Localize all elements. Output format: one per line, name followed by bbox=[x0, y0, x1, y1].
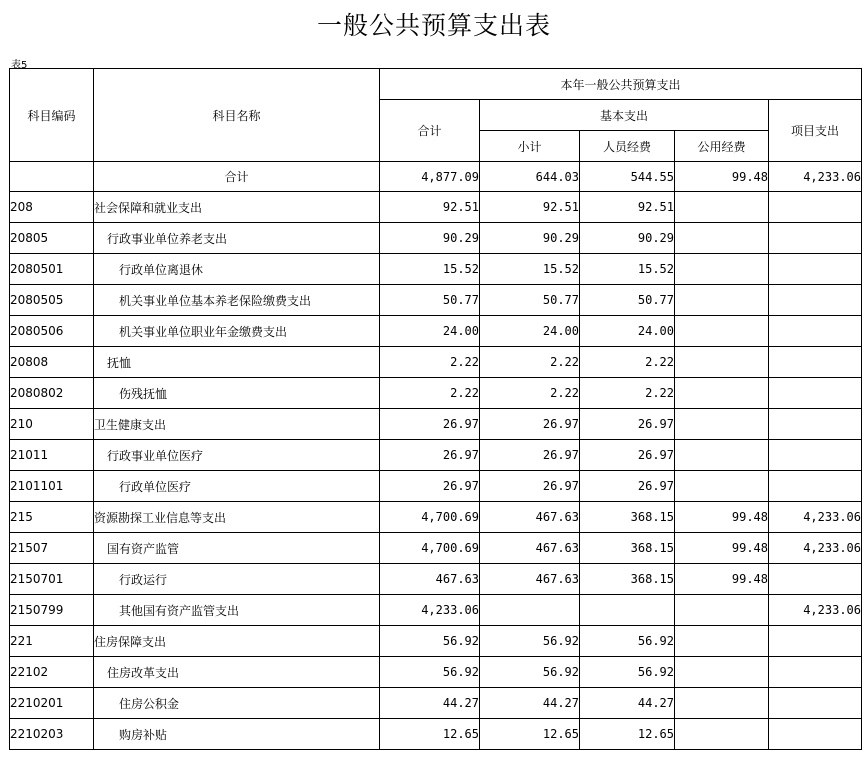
row-name: 社会保障和就业支出 bbox=[94, 192, 380, 223]
row-name: 国有资产监管 bbox=[94, 533, 380, 564]
row-subtotal bbox=[480, 595, 580, 626]
table-row bbox=[10, 440, 862, 471]
row-code: 2210201 bbox=[10, 688, 94, 719]
row-personnel: 26.97 bbox=[580, 471, 675, 502]
row-public bbox=[675, 347, 769, 378]
row-code: 221 bbox=[10, 626, 94, 657]
row-public bbox=[675, 316, 769, 347]
row-name: 资源勘探工业信息等支出 bbox=[94, 502, 380, 533]
row-project: 4,233.06 bbox=[769, 533, 862, 564]
table-number-note: 表5 bbox=[11, 60, 28, 71]
row-project bbox=[769, 409, 862, 440]
row-total: 50.77 bbox=[380, 285, 480, 316]
row-total: 24.00 bbox=[380, 316, 480, 347]
row-project bbox=[769, 378, 862, 409]
row-name: 卫生健康支出 bbox=[94, 409, 380, 440]
row-code: 2101101 bbox=[10, 471, 94, 502]
row-code: 2150701 bbox=[10, 564, 94, 595]
header-public: 公用经费 bbox=[675, 131, 769, 162]
row-code: 208 bbox=[10, 192, 94, 223]
row-public bbox=[675, 595, 769, 626]
row-personnel: 26.97 bbox=[580, 409, 675, 440]
header-personnel: 人员经费 bbox=[580, 131, 675, 162]
row-total: 56.92 bbox=[380, 657, 480, 688]
row-code: 20808 bbox=[10, 347, 94, 378]
row-code: 210 bbox=[10, 409, 94, 440]
table-row bbox=[10, 471, 862, 502]
row-public bbox=[675, 719, 769, 750]
row-code: 2080506 bbox=[10, 316, 94, 347]
row-subtotal: 56.92 bbox=[480, 626, 580, 657]
table-row bbox=[10, 657, 862, 688]
table-row bbox=[10, 595, 862, 626]
row-name: 机关事业单位基本养老保险缴费支出 bbox=[94, 285, 380, 316]
row-personnel: 2.22 bbox=[580, 378, 675, 409]
row-code: 21507 bbox=[10, 533, 94, 564]
table-row bbox=[10, 688, 862, 719]
table-row bbox=[10, 626, 862, 657]
row-project bbox=[769, 440, 862, 471]
row-personnel: 56.92 bbox=[580, 626, 675, 657]
header-project: 项目支出 bbox=[769, 100, 862, 162]
row-project bbox=[769, 719, 862, 750]
row-total: 4,700.69 bbox=[380, 502, 480, 533]
row-total: 467.63 bbox=[380, 564, 480, 595]
row-subtotal: 15.52 bbox=[480, 254, 580, 285]
row-subtotal: 90.29 bbox=[480, 223, 580, 254]
row-project: 4,233.06 bbox=[769, 502, 862, 533]
row-name: 住房保障支出 bbox=[94, 626, 380, 657]
row-code: 21011 bbox=[10, 440, 94, 471]
row-subtotal: 26.97 bbox=[480, 409, 580, 440]
row-subtotal: 26.97 bbox=[480, 471, 580, 502]
total-label: 合计 bbox=[94, 162, 380, 192]
row-name: 其他国有资产监管支出 bbox=[94, 595, 380, 626]
row-personnel: 26.97 bbox=[580, 440, 675, 471]
header-name: 科目名称 bbox=[94, 69, 380, 162]
row-total: 26.97 bbox=[380, 409, 480, 440]
row-project bbox=[769, 285, 862, 316]
table-row bbox=[10, 223, 862, 254]
row-personnel: 50.77 bbox=[580, 285, 675, 316]
row-total: 2.22 bbox=[380, 378, 480, 409]
total-public: 99.48 bbox=[675, 162, 769, 192]
row-project bbox=[769, 688, 862, 719]
row-total: 90.29 bbox=[380, 223, 480, 254]
row-project bbox=[769, 223, 862, 254]
row-total: 44.27 bbox=[380, 688, 480, 719]
row-project bbox=[769, 347, 862, 378]
row-personnel: 92.51 bbox=[580, 192, 675, 223]
row-personnel: 56.92 bbox=[580, 657, 675, 688]
row-project bbox=[769, 626, 862, 657]
row-subtotal: 467.63 bbox=[480, 533, 580, 564]
total-row bbox=[10, 162, 862, 192]
row-public bbox=[675, 657, 769, 688]
row-public bbox=[675, 688, 769, 719]
row-public bbox=[675, 285, 769, 316]
row-code: 20805 bbox=[10, 223, 94, 254]
row-personnel: 15.52 bbox=[580, 254, 675, 285]
row-name: 购房补贴 bbox=[94, 719, 380, 750]
row-code: 2210203 bbox=[10, 719, 94, 750]
row-code: 2080802 bbox=[10, 378, 94, 409]
row-subtotal: 2.22 bbox=[480, 347, 580, 378]
table-row bbox=[10, 533, 862, 564]
row-name: 机关事业单位职业年金缴费支出 bbox=[94, 316, 380, 347]
row-total: 4,700.69 bbox=[380, 533, 480, 564]
row-subtotal: 12.65 bbox=[480, 719, 580, 750]
row-subtotal: 467.63 bbox=[480, 564, 580, 595]
row-total: 26.97 bbox=[380, 471, 480, 502]
row-total: 15.52 bbox=[380, 254, 480, 285]
row-project bbox=[769, 316, 862, 347]
row-name: 抚恤 bbox=[94, 347, 380, 378]
row-public: 99.48 bbox=[675, 502, 769, 533]
row-personnel: 90.29 bbox=[580, 223, 675, 254]
table-row bbox=[10, 564, 862, 595]
table-row bbox=[10, 285, 862, 316]
row-code: 22102 bbox=[10, 657, 94, 688]
row-total: 56.92 bbox=[380, 626, 480, 657]
table-row bbox=[10, 378, 862, 409]
row-public bbox=[675, 471, 769, 502]
row-personnel: 368.15 bbox=[580, 564, 675, 595]
row-personnel: 12.65 bbox=[580, 719, 675, 750]
header-group: 本年一般公共预算支出 bbox=[380, 69, 862, 100]
row-name: 行政单位医疗 bbox=[94, 471, 380, 502]
table-row bbox=[10, 192, 862, 223]
row-subtotal: 92.51 bbox=[480, 192, 580, 223]
row-project bbox=[769, 471, 862, 502]
row-public bbox=[675, 409, 769, 440]
header-code: 科目编码 bbox=[10, 69, 94, 162]
header-total: 合计 bbox=[380, 100, 480, 162]
row-subtotal: 26.97 bbox=[480, 440, 580, 471]
row-subtotal: 50.77 bbox=[480, 285, 580, 316]
row-subtotal: 467.63 bbox=[480, 502, 580, 533]
row-project: 4,233.06 bbox=[769, 595, 862, 626]
row-name: 伤残抚恤 bbox=[94, 378, 380, 409]
header-subtotal: 小计 bbox=[480, 131, 580, 162]
total-total: 4,877.09 bbox=[380, 162, 480, 192]
row-total: 26.97 bbox=[380, 440, 480, 471]
row-name: 行政运行 bbox=[94, 564, 380, 595]
row-total: 4,233.06 bbox=[380, 595, 480, 626]
row-name: 住房公积金 bbox=[94, 688, 380, 719]
total-personnel: 544.55 bbox=[580, 162, 675, 192]
row-public: 99.48 bbox=[675, 533, 769, 564]
row-public bbox=[675, 223, 769, 254]
row-public bbox=[675, 378, 769, 409]
expenditure-table bbox=[9, 68, 862, 750]
row-code: 215 bbox=[10, 502, 94, 533]
row-personnel: 44.27 bbox=[580, 688, 675, 719]
row-subtotal: 24.00 bbox=[480, 316, 580, 347]
row-personnel: 368.15 bbox=[580, 502, 675, 533]
row-public bbox=[675, 254, 769, 285]
table-row bbox=[10, 254, 862, 285]
row-public bbox=[675, 626, 769, 657]
row-personnel: 368.15 bbox=[580, 533, 675, 564]
row-name: 行政事业单位医疗 bbox=[94, 440, 380, 471]
row-personnel: 24.00 bbox=[580, 316, 675, 347]
row-subtotal: 56.92 bbox=[480, 657, 580, 688]
row-total: 2.22 bbox=[380, 347, 480, 378]
total-project: 4,233.06 bbox=[769, 162, 862, 192]
row-public bbox=[675, 192, 769, 223]
page-title: 一般公共预算支出表 bbox=[316, 11, 551, 40]
row-code: 2080501 bbox=[10, 254, 94, 285]
row-subtotal: 44.27 bbox=[480, 688, 580, 719]
row-project bbox=[769, 192, 862, 223]
row-public: 99.48 bbox=[675, 564, 769, 595]
row-personnel: 2.22 bbox=[580, 347, 675, 378]
row-public bbox=[675, 440, 769, 471]
header-basic: 基本支出 bbox=[480, 100, 769, 131]
table-row bbox=[10, 502, 862, 533]
row-total: 92.51 bbox=[380, 192, 480, 223]
row-name: 行政事业单位养老支出 bbox=[94, 223, 380, 254]
table-row bbox=[10, 409, 862, 440]
table-row bbox=[10, 719, 862, 750]
row-project bbox=[769, 564, 862, 595]
total-code-cell bbox=[10, 162, 94, 192]
row-total: 12.65 bbox=[380, 719, 480, 750]
row-name: 住房改革支出 bbox=[94, 657, 380, 688]
row-code: 2150799 bbox=[10, 595, 94, 626]
row-project bbox=[769, 254, 862, 285]
row-project bbox=[769, 657, 862, 688]
row-code: 2080505 bbox=[10, 285, 94, 316]
row-subtotal: 2.22 bbox=[480, 378, 580, 409]
table-row bbox=[10, 347, 862, 378]
table-row bbox=[10, 316, 862, 347]
row-name: 行政单位离退休 bbox=[94, 254, 380, 285]
row-personnel bbox=[580, 595, 675, 626]
total-subtotal: 644.03 bbox=[480, 162, 580, 192]
